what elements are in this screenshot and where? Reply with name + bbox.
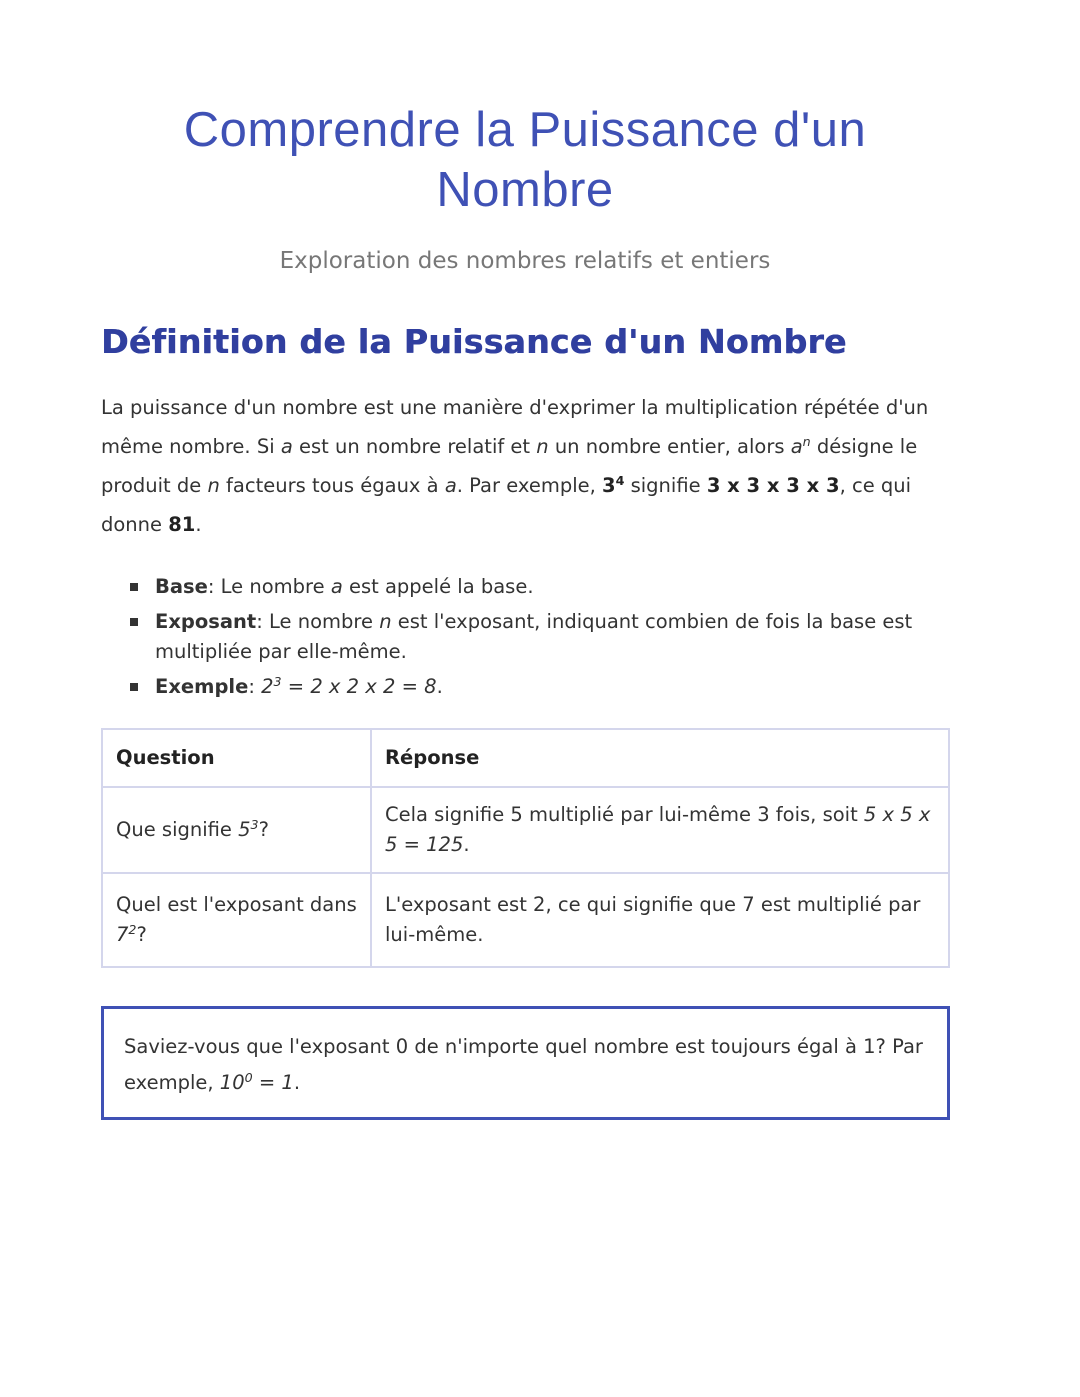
table-header-row <box>102 729 949 787</box>
text: Que signifie <box>116 818 239 841</box>
text: Quel est l'exposant dans <box>116 893 357 916</box>
example-power <box>602 474 624 497</box>
text: est un nombre relatif et <box>292 435 537 458</box>
list-item-exemple <box>155 672 949 702</box>
fun-fact-box <box>101 1006 950 1120</box>
example-result: 81 <box>168 513 196 536</box>
power-exponent: 3 <box>273 674 282 690</box>
text: , ce qui donne <box>101 474 912 536</box>
example-exponent: 4 <box>615 473 625 489</box>
variable-n: n <box>379 610 392 633</box>
text: est appelé la base. <box>342 575 534 598</box>
variable-n: n <box>536 435 549 458</box>
equation-rest: = 1 <box>252 1071 294 1094</box>
text: Cela signifie 5 multiplié par lui-même 3 fois, soit <box>385 803 864 826</box>
equation-rest: = 2 x 2 x 2 = 8 <box>281 675 437 698</box>
text: désigne le produit de <box>101 435 918 497</box>
example-equation <box>261 675 436 698</box>
document-page <box>101 100 949 1120</box>
power-base: 2 <box>261 675 274 698</box>
variable-n: n <box>207 474 220 497</box>
power-base: 10 <box>219 1071 245 1094</box>
example-product: 3 x 3 x 3 x 3 <box>706 474 840 497</box>
separator: : <box>248 675 262 698</box>
text: Le nombre <box>220 575 331 598</box>
power-expression <box>116 923 136 946</box>
list-item-base <box>155 572 949 602</box>
variable-a: a <box>444 474 457 497</box>
question-cell <box>102 787 371 873</box>
page-title: Comprendre la Puissance d'un Nombre <box>183 103 867 217</box>
text: . <box>195 513 202 536</box>
page-subtitle: Exploration des nombres relatifs et entiers <box>279 248 771 274</box>
power-exponent: n <box>802 434 811 450</box>
text: un nombre entier, alors <box>548 435 791 458</box>
variable-a: a <box>280 435 293 458</box>
table-row <box>102 873 949 967</box>
text: Saviez-vous que l'exposant 0 de n'importe quel nombre est toujours égal à 1? Par exemple, <box>124 1035 923 1094</box>
power-base: 7 <box>116 923 129 946</box>
table-row <box>102 787 949 873</box>
section-title: Définition de la Puissance d'un Nombre <box>101 322 847 361</box>
qa-table <box>101 728 950 968</box>
text: . <box>463 833 470 856</box>
example-equation <box>220 1071 294 1094</box>
list-term: Exemple <box>155 675 249 698</box>
text: facteurs tous égaux à <box>219 474 445 497</box>
answer-cell: L'exposant est 2, ce qui signifie que 7 est multiplié par lui-même. <box>371 873 949 967</box>
equation: 5 x 5 x 5 = 125 <box>385 803 931 856</box>
list-term: Exposant <box>155 610 257 633</box>
power-exponent: 2 <box>128 922 137 938</box>
power-exponent: 0 <box>244 1070 253 1086</box>
text: ? <box>258 818 269 841</box>
power-expression <box>238 818 258 841</box>
definition-paragraph <box>101 388 949 544</box>
power-base: 5 <box>238 818 251 841</box>
power-expression <box>791 435 811 458</box>
text: . Par exemple, <box>456 474 603 497</box>
question-cell <box>102 873 371 967</box>
answer-cell <box>371 787 949 873</box>
text: signifie <box>624 474 707 497</box>
text: Le nombre <box>269 610 380 633</box>
text: . <box>293 1071 301 1094</box>
text: ? <box>136 923 147 946</box>
column-header-answer: Réponse <box>371 729 949 787</box>
definition-list <box>101 572 949 702</box>
column-header-question: Question <box>102 729 371 787</box>
text: . <box>436 675 443 698</box>
separator: : <box>256 610 270 633</box>
text: est l'exposant, indiquant combien de fois la base est multipliée par elle-même. <box>155 610 913 663</box>
text: La puissance d'un nombre est une manière d'exprimer la multiplication répétée d'un même nombre. Si <box>101 396 929 458</box>
list-item-exposant <box>155 607 949 667</box>
variable-a: a <box>330 575 343 598</box>
power-exponent: 3 <box>250 817 259 833</box>
example-base: 3 <box>602 474 616 497</box>
separator: : <box>207 575 221 598</box>
power-base: a <box>790 435 803 458</box>
list-term: Base <box>155 575 208 598</box>
